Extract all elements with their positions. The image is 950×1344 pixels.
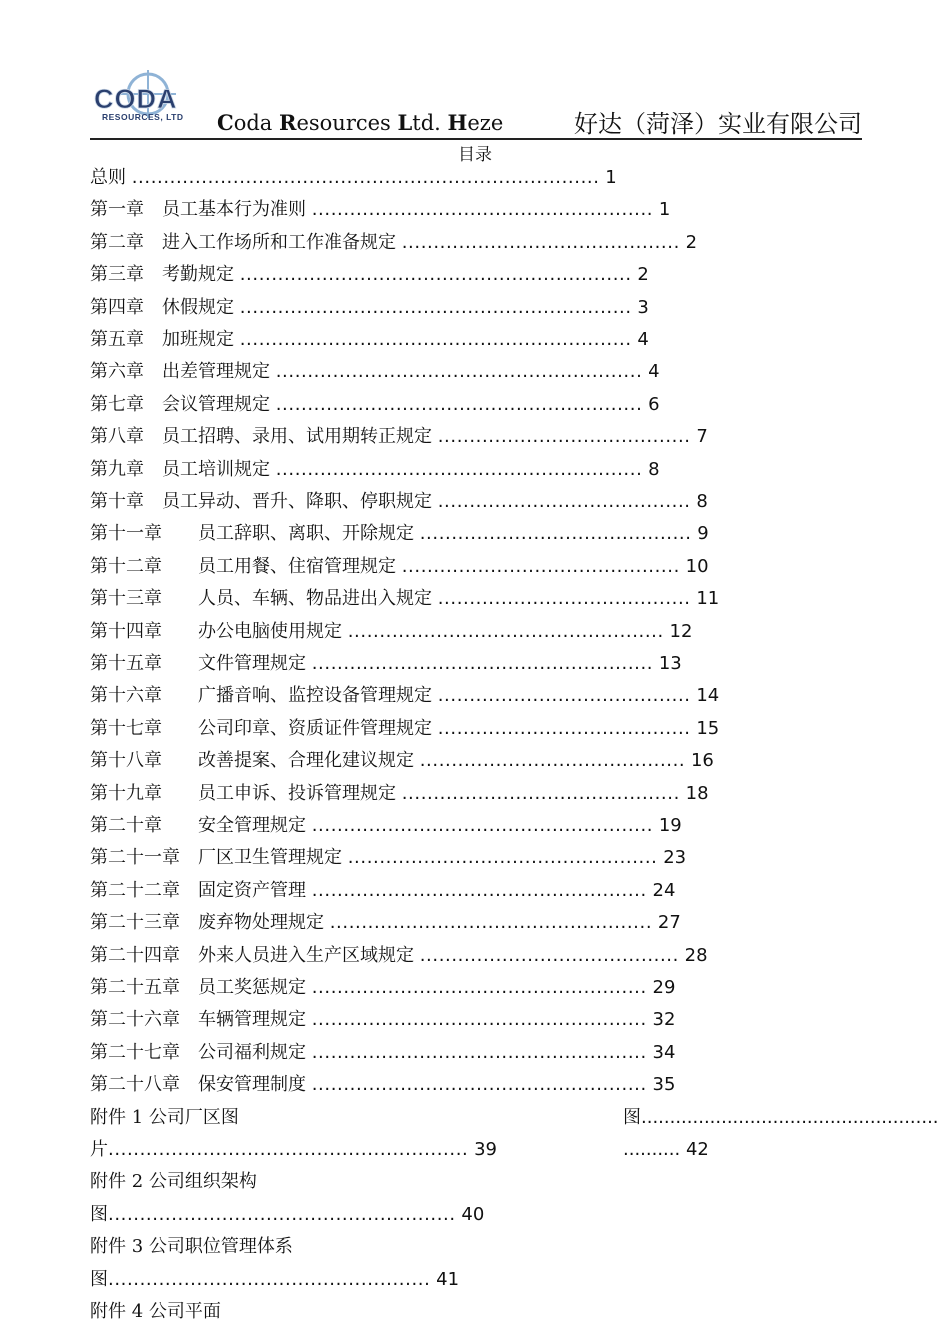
attachment-label: 附件 4 公司平面	[90, 1301, 221, 1322]
toc-page-number: 28	[678, 944, 708, 966]
toc-leader-dots: ........................................	[437, 426, 691, 448]
toc-entry-title: 第十一章 员工辞职、离职、开除规定	[90, 523, 420, 545]
toc-attachment[interactable]	[90, 1170, 257, 1194]
toc-entry[interactable]	[90, 782, 709, 806]
toc-entry[interactable]	[90, 263, 649, 287]
toc-page-number: 7	[690, 426, 708, 448]
toc-entry-title: 第二十五章 员工奖惩规定	[90, 977, 312, 998]
logo-subtext: RESOURCES, LTD	[102, 112, 184, 122]
toc-page-number: 9	[691, 523, 709, 545]
toc-entry[interactable]	[90, 425, 708, 449]
toc-entry[interactable]	[90, 749, 714, 773]
toc-leader-dots: ............................................	[401, 782, 680, 804]
toc-entry-title: 第二十章 安全管理规定	[90, 815, 312, 836]
toc-entry-title: 第二十三章 废弃物处理规定	[90, 912, 330, 934]
toc-entry-title: 第三章 考勤规定	[90, 264, 240, 286]
toc-page-number: 6	[642, 393, 660, 415]
toc-entry[interactable]	[90, 976, 675, 1000]
toc-entry[interactable]	[90, 911, 681, 935]
toc-leader-dots: ...........................................	[419, 523, 692, 545]
company-name-english: Coda Resources Ltd. Heze	[217, 110, 504, 135]
toc-page-number: 32	[646, 1009, 676, 1031]
toc-entry[interactable]	[90, 944, 708, 968]
toc-entry[interactable]	[90, 393, 660, 417]
toc-side-fragment[interactable]	[623, 1106, 939, 1130]
toc-entry[interactable]	[90, 587, 719, 611]
toc-entry-title: 第十五章 文件管理规定	[90, 653, 312, 674]
toc-entry-title: 第十四章 办公电脑使用规定	[90, 620, 348, 642]
coda-logo	[90, 70, 208, 128]
toc-entry[interactable]	[90, 846, 686, 870]
toc-page-number: 13	[653, 653, 682, 674]
toc-page-number: 15	[690, 717, 720, 739]
toc-side-fragment[interactable]	[623, 1138, 709, 1162]
toc-page-number: 24	[646, 879, 676, 901]
toc-attachment-cont[interactable]	[90, 1203, 484, 1227]
toc-page-number: 14	[690, 685, 720, 707]
fragment-text: .......... 42	[623, 1139, 709, 1160]
toc-leader-dots: ......................................................	[311, 653, 654, 674]
toc-page-number: 41	[430, 1268, 460, 1290]
toc-entry-title: 第五章 加班规定	[90, 329, 240, 350]
toc-page-number: 10	[679, 555, 709, 577]
toc-entry-title: 第七章 会议管理规定	[90, 393, 276, 415]
toc-entry[interactable]	[90, 652, 682, 676]
toc-entry[interactable]	[90, 458, 660, 482]
toc-leader-dots: ..............................................................	[239, 329, 632, 350]
toc-entry[interactable]	[90, 684, 719, 708]
toc-page-number: 23	[657, 847, 687, 869]
toc-leader-dots: ............................................	[401, 555, 680, 577]
toc-entry-title: 第十九章 员工申诉、投诉管理规定	[90, 782, 402, 804]
toc-entry[interactable]	[90, 1008, 675, 1032]
toc-entry[interactable]	[90, 198, 670, 222]
fragment-text: 图....................................................	[623, 1106, 939, 1128]
toc-entry-title: 第十七章 公司印章、资质证件管理规定	[90, 717, 438, 739]
toc-page-number: 19	[653, 815, 682, 836]
toc-page-number: 8	[690, 491, 708, 512]
toc-leader-dots: .....................................................	[311, 1041, 647, 1063]
toc-leader-dots: ......................................................	[311, 199, 654, 221]
toc-attachment[interactable]	[90, 1106, 239, 1130]
toc-entry[interactable]	[90, 296, 649, 320]
toc-leader-dots: ..........................................................	[275, 393, 643, 415]
toc-attachment-cont[interactable]	[90, 1268, 459, 1292]
toc-leader-dots: .......................................................	[108, 1203, 456, 1225]
toc-leader-dots: ........................................	[437, 491, 691, 512]
toc-entry-title: 第八章 员工招聘、录用、试用期转正规定	[90, 426, 438, 448]
toc-entry[interactable]	[90, 717, 719, 741]
attachment-label: 附件 2 公司组织架构	[90, 1171, 257, 1193]
toc-entry-title: 总则	[90, 167, 132, 188]
toc-page-number: 39	[468, 1139, 497, 1160]
logo-text: CODA	[94, 84, 178, 114]
toc-page-number: 3	[631, 296, 649, 318]
toc-entry[interactable]	[90, 879, 675, 903]
toc-leader-dots: .....................................................	[311, 977, 647, 998]
attachment-label-cont: 图	[90, 1203, 108, 1225]
toc-entry[interactable]	[90, 555, 709, 579]
toc-entry-title: 第十二章 员工用餐、住宿管理规定	[90, 555, 402, 577]
toc-entry[interactable]	[90, 522, 709, 546]
toc-page-number: 1	[599, 167, 617, 188]
toc-page-number: 18	[679, 782, 709, 804]
toc-entry[interactable]	[90, 1073, 675, 1097]
attachment-label: 附件 1 公司厂区图	[90, 1106, 239, 1128]
toc-attachment[interactable]	[90, 1235, 293, 1259]
toc-leader-dots: ..........................................	[419, 750, 686, 772]
toc-page-number: 1	[653, 199, 671, 221]
toc-entry-title: 第二章 进入工作场所和工作准备规定	[90, 231, 402, 253]
toc-leader-dots: ..................................................	[347, 620, 664, 642]
toc-leader-dots: ...................................................	[108, 1268, 431, 1290]
toc-page-number: 16	[685, 750, 714, 772]
toc-entry-title: 第一章 员工基本行为准则	[90, 199, 312, 221]
toc-page-number: 8	[642, 458, 660, 480]
toc-entry-title: 第二十八章 保安管理制度	[90, 1074, 312, 1096]
toc-entry-title: 第十三章 人员、车辆、物品进出入规定	[90, 588, 438, 610]
attachment-label: 附件 3 公司职位管理体系	[90, 1236, 293, 1258]
toc-entry-title: 第十六章 广播音响、监控设备管理规定	[90, 685, 438, 707]
toc-leader-dots: .........................................................	[108, 1139, 469, 1160]
toc-entry[interactable]	[90, 620, 692, 644]
attachment-label-cont: 图	[90, 1268, 108, 1290]
toc-leader-dots: ..............................................................	[239, 296, 632, 318]
toc-entry-title: 第二十四章 外来人员进入生产区域规定	[90, 944, 420, 966]
toc-leader-dots: ......................................................	[311, 815, 654, 836]
toc-attachment[interactable]	[90, 1300, 221, 1324]
toc-leader-dots: ..........................................................................	[131, 167, 600, 188]
toc-leader-dots: .................................................	[347, 847, 658, 869]
toc-entry-title: 第九章 员工培训规定	[90, 458, 276, 480]
toc-title: 目录	[458, 145, 492, 165]
toc-page-number: 12	[663, 620, 693, 642]
toc-leader-dots: .....................................................	[311, 879, 647, 901]
toc-entry[interactable]	[90, 814, 682, 838]
toc-entry-title: 第六章 出差管理规定	[90, 361, 276, 383]
toc-leader-dots: ..........................................................	[275, 458, 643, 480]
toc-entry-title: 第二十六章 车辆管理规定	[90, 1009, 312, 1031]
toc-page-number: 40	[455, 1203, 485, 1225]
toc-page-number: 4	[642, 361, 660, 383]
toc-page-number: 2	[679, 231, 698, 253]
toc-entry[interactable]	[90, 490, 708, 514]
toc-entry-title: 第二十二章 固定资产管理	[90, 879, 312, 901]
toc-leader-dots: ............................................	[401, 231, 680, 253]
toc-leader-dots: .....................................................	[311, 1074, 647, 1096]
toc-entry[interactable]	[90, 328, 649, 352]
toc-page-number: 29	[646, 977, 676, 998]
toc-entry[interactable]	[90, 166, 617, 190]
toc-page-number: 11	[690, 588, 720, 610]
page-header	[90, 70, 862, 140]
toc-page-number: 34	[646, 1041, 676, 1063]
toc-page-number: 27	[652, 912, 681, 934]
toc-page-number: 4	[631, 329, 649, 350]
toc-page-number: 2	[631, 264, 649, 286]
attachment-label-cont: 片	[90, 1139, 108, 1160]
company-name-chinese: 好达（菏泽）实业有限公司	[574, 110, 862, 138]
toc-entry[interactable]	[90, 1041, 675, 1065]
toc-entry[interactable]	[90, 231, 697, 255]
toc-entry[interactable]	[90, 360, 660, 384]
toc-leader-dots: ..........................................................	[275, 361, 643, 383]
toc-leader-dots: ........................................	[437, 588, 691, 610]
toc-entry-title: 第十章 员工异动、晋升、降职、停职规定	[90, 491, 438, 512]
toc-entry-title: 第十八章 改善提案、合理化建议规定	[90, 750, 420, 772]
toc-leader-dots: ........................................	[437, 717, 691, 739]
toc-entry-title: 第二十七章 公司福利规定	[90, 1041, 312, 1063]
toc-leader-dots: ........................................	[437, 685, 691, 707]
toc-attachment-cont[interactable]	[90, 1138, 497, 1162]
toc-leader-dots: .....................................................	[311, 1009, 647, 1031]
toc-entry-title: 第四章 休假规定	[90, 296, 240, 318]
toc-leader-dots: .........................................	[419, 944, 679, 966]
toc-page-number: 35	[646, 1074, 676, 1096]
toc-entry-title: 第二十一章 厂区卫生管理规定	[90, 847, 348, 869]
toc-leader-dots: ..............................................................	[239, 264, 632, 286]
toc-leader-dots: ...................................................	[329, 912, 653, 934]
